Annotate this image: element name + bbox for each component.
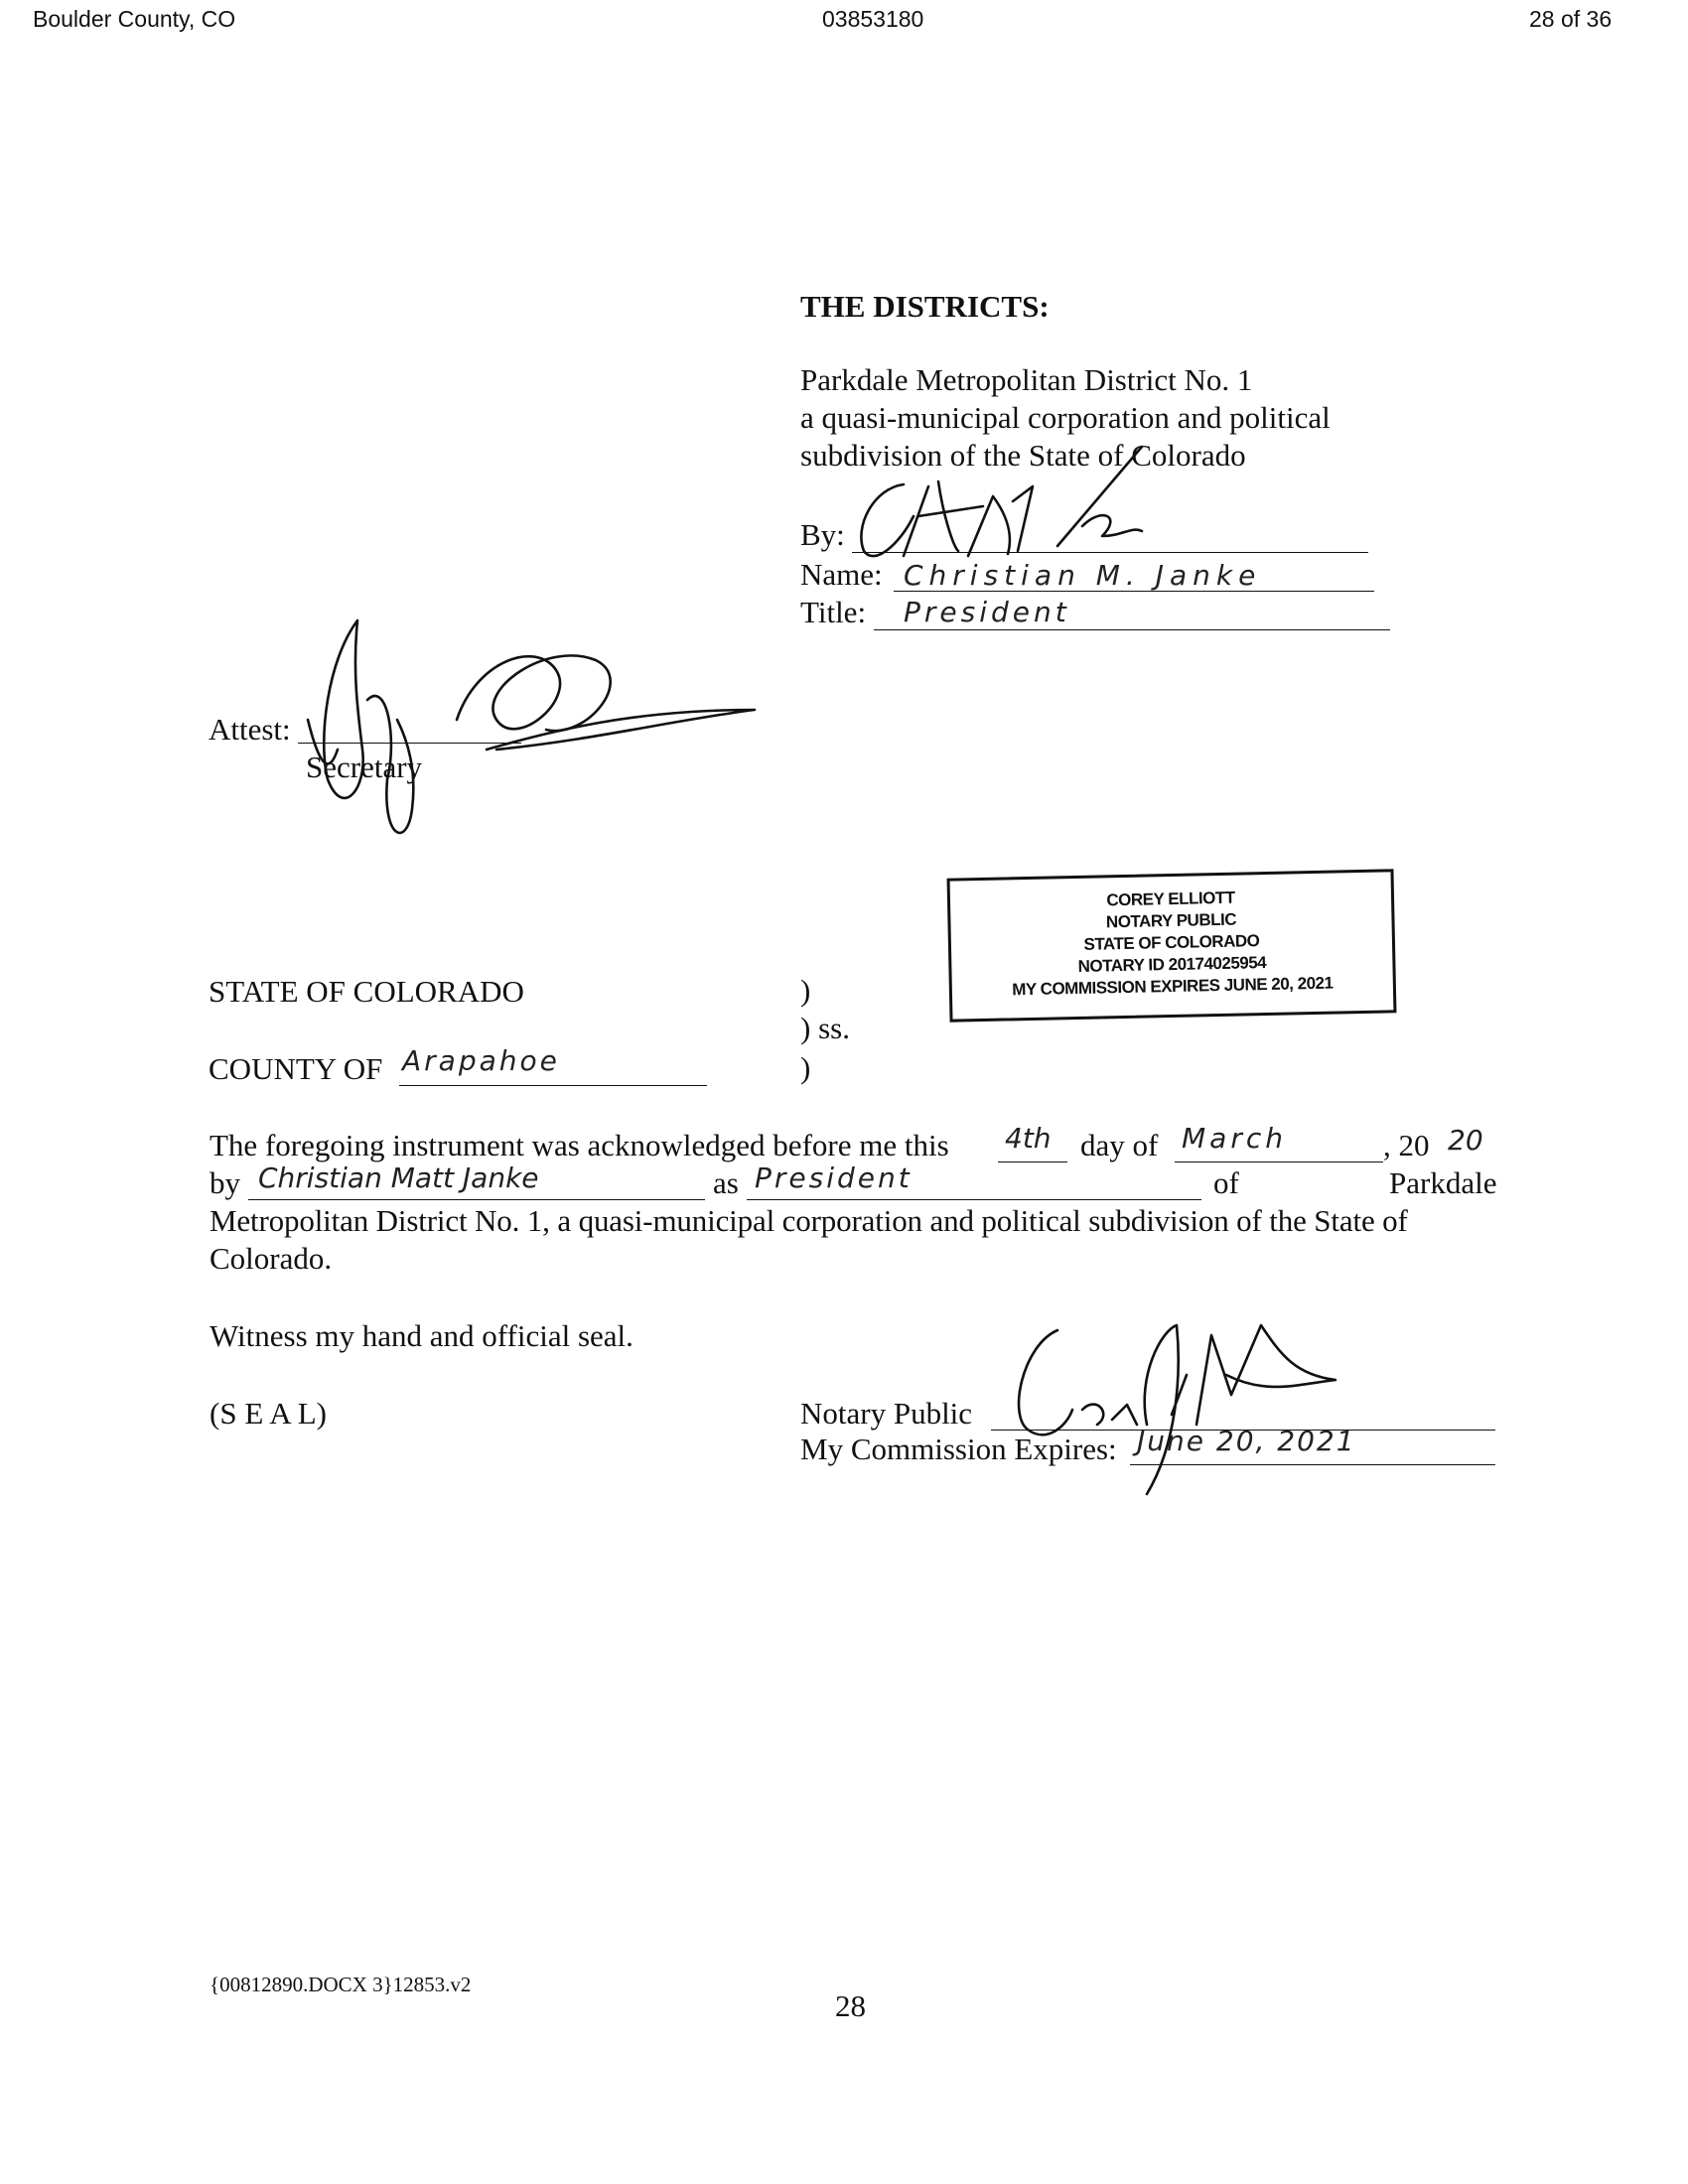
commission-line <box>1130 1464 1495 1465</box>
attest-role: Secretary <box>306 750 423 784</box>
month-line <box>1175 1161 1383 1162</box>
title-label: Title: <box>800 595 867 629</box>
venue-paren-1: ) <box>800 973 811 1008</box>
district-description-1: a quasi-municipal corporation and political <box>800 400 1331 435</box>
county-label: COUNTY OF <box>209 1051 383 1086</box>
document-id: {00812890.DOCX 3}12853.v2 <box>210 1973 472 1996</box>
page-number: 28 <box>835 1988 866 2023</box>
district-name: Parkdale Metropolitan District No. 1 <box>800 362 1253 397</box>
month-handwritten: March <box>1182 1122 1287 1155</box>
stamp-state: STATE OF COLORADO <box>1083 931 1260 954</box>
stamp-commission-expires: MY COMMISSION EXPIRES JUNE 20, 2021 <box>1012 973 1334 1000</box>
county-line <box>399 1085 707 1086</box>
president-signature <box>844 427 1201 576</box>
ack-day-of: day of <box>1080 1128 1159 1162</box>
ack-by: by <box>210 1165 240 1200</box>
commission-label: My Commission Expires: <box>800 1432 1117 1466</box>
venue-ss: ) ss. <box>800 1011 850 1045</box>
commission-handwritten: June 20, 2021 <box>1137 1425 1356 1457</box>
notary-signature <box>998 1315 1355 1504</box>
day-handwritten: 4th <box>1005 1122 1052 1155</box>
witness-text: Witness my hand and official seal. <box>210 1318 633 1353</box>
county-handwritten: Arapahoe <box>402 1044 560 1077</box>
page-count: 28 of 36 <box>1529 6 1613 32</box>
secretary-signature <box>298 601 765 859</box>
districts-heading: THE DISTRICTS: <box>800 289 1050 324</box>
signer-name-handwritten: Christian M. Janke <box>904 559 1262 592</box>
as-line <box>747 1199 1201 1200</box>
venue-paren-3: ) <box>800 1050 811 1085</box>
ack-of: of <box>1213 1165 1239 1200</box>
day-line <box>998 1161 1067 1162</box>
district-description-2: subdivision of the State of Colorado <box>800 438 1246 473</box>
notary-public-label: Notary Public <box>800 1396 973 1431</box>
stamp-notary-name: COREY ELLIOTT <box>1106 887 1235 910</box>
reception-number: 03853180 <box>822 6 924 32</box>
recording-county: Boulder County, CO <box>33 6 236 32</box>
by-name-handwritten: Christian Matt Janke <box>258 1161 539 1194</box>
notary-stamp <box>947 869 1397 1022</box>
ack-text-1: The foregoing instrument was acknowledged before me this <box>210 1128 949 1162</box>
as-handwritten: President <box>755 1161 913 1194</box>
signer-title-handwritten: President <box>904 596 1070 628</box>
by-name-line <box>248 1199 705 1200</box>
attest-label: Attest: <box>209 712 291 747</box>
ack-as: as <box>713 1165 739 1200</box>
ack-parkdale: Parkdale <box>1389 1165 1497 1200</box>
seal-label: (S E A L) <box>210 1396 327 1431</box>
by-label: By: <box>800 517 845 552</box>
ack-text-4: Colorado. <box>210 1241 333 1276</box>
stamp-notary-id: NOTARY ID 20174025954 <box>1077 953 1267 976</box>
venue-state: STATE OF COLORADO <box>209 974 524 1009</box>
year-handwritten: 20 <box>1448 1124 1483 1157</box>
ack-text-3: Metropolitan District No. 1, a quasi-municipal corporation and political subdivision of the State of <box>210 1203 1408 1238</box>
name-label: Name: <box>800 557 883 592</box>
year-prefix: , 20 <box>1383 1128 1430 1162</box>
stamp-notary-public: NOTARY PUBLIC <box>1105 909 1237 932</box>
